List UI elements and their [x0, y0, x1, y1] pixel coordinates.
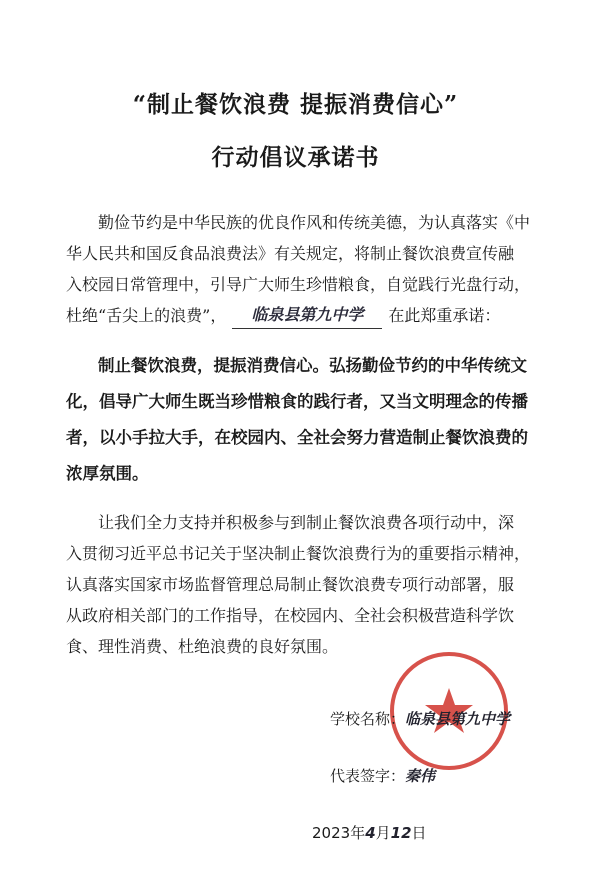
date-day: 12	[390, 824, 412, 842]
date-year: 2023	[312, 824, 351, 842]
paragraph-call-to-action	[66, 507, 531, 662]
title-line-2: 行动倡议承诺书	[211, 144, 380, 171]
date-month-unit: 月	[375, 824, 391, 842]
paragraph-line	[66, 300, 528, 331]
paragraph-line: 食、理性消费、杜绝浪费的良好氛围。	[66, 637, 339, 656]
school-name-signature-inline: 临泉县第九中学	[232, 304, 382, 329]
paragraph-intro	[66, 207, 531, 331]
paragraph-line: 制止餐饮浪费，提振消费信心。弘扬勤俭节约的中华传统文	[98, 356, 527, 375]
date-day-unit: 日	[411, 824, 427, 842]
title-line-1: “制止餐饮浪费 提振消费信心”	[132, 91, 459, 118]
school-name-row	[330, 708, 510, 729]
school-name-signature: 临泉县第九中学	[405, 710, 511, 728]
paragraph-line: 者，以小手拉大手，在校园内、全社会努力营造制止餐饮浪费的	[66, 428, 528, 447]
paragraph-line: 让我们全力支持并积极参与到制止餐饮浪费各项行动中，深	[98, 513, 515, 532]
paragraph-line: 华人民共和国反食品浪费法》有关规定，将制止餐饮浪费宣传融	[66, 244, 515, 263]
paragraph-line: 入校园日常管理中，引导广大师生珍惜粮食，自觉践行光盘行动，	[66, 275, 531, 294]
representative-row	[330, 765, 435, 786]
paragraph-line: 勤俭节约是中华民族的优良作风和传统美德，为认真落实《中	[98, 213, 531, 232]
representative-signature: 秦伟	[405, 767, 436, 785]
paragraph-line: 入贯彻习近平总书记关于坚决制止餐饮浪费行为的重要指示精神，	[66, 544, 531, 563]
date-month: 4	[365, 824, 376, 842]
paragraph-text: 杜绝“舌尖上的浪费”，	[66, 306, 227, 325]
paragraph-line: 化，倡导广大师生既当珍惜粮食的践行者，又当文明理念的传播	[66, 392, 528, 411]
school-name-label: 学校名称：	[330, 710, 406, 728]
date-row	[312, 822, 427, 843]
paragraph-line: 浓厚氛围。	[66, 464, 149, 483]
date-year-unit: 年	[350, 824, 366, 842]
paragraph-line: 认真落实国家市场监督管理总局制止餐饮浪费专项行动部署，服	[66, 575, 515, 594]
paragraph-pledge	[66, 348, 528, 492]
paragraph-line: 从政府相关部门的工作指导，在校园内、全社会积极营造科学饮	[66, 606, 515, 625]
paragraph-text: 在此郑重承诺：	[388, 306, 501, 325]
representative-label: 代表签字：	[330, 767, 406, 785]
